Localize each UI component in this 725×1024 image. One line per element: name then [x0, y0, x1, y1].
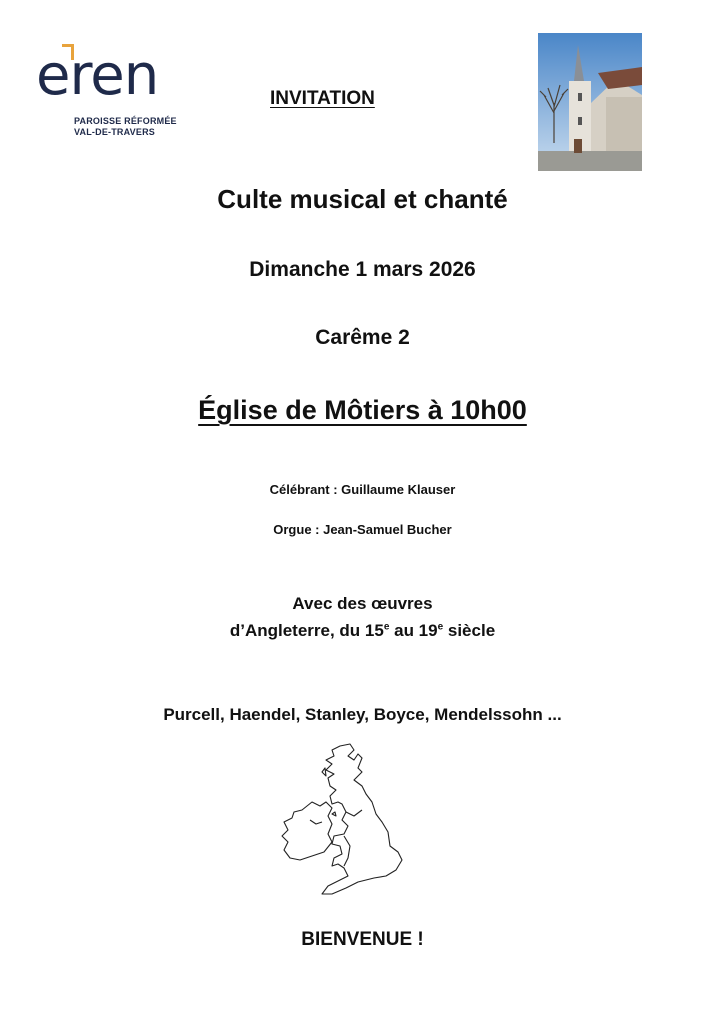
celebrant-line: Célébrant : Guillaume Klauser — [269, 482, 456, 497]
invitation-heading: INVITATION — [270, 88, 375, 109]
event-date: Dimanche 1 mars 2026 — [249, 258, 476, 281]
logo-subtitle-line1: PAROISSE RÉFORMÉE — [74, 116, 177, 126]
event-location-text: Église de Môtiers à 10h00 — [198, 395, 527, 425]
logo-subtitle — [74, 116, 177, 138]
program-line2-b: au 19 — [389, 621, 438, 640]
logo-wordmark: eren — [36, 43, 159, 108]
hebrides — [322, 768, 326, 776]
scotland-border — [346, 810, 362, 816]
church-photo — [538, 33, 642, 171]
wales-border — [344, 836, 350, 866]
ni-border — [310, 820, 322, 824]
program-line2-a: d’Angleterre, du 15 — [229, 621, 384, 640]
logo-subtitle-line2: VAL-DE-TRAVERS — [74, 127, 155, 137]
british-isles-map-icon — [262, 742, 417, 902]
program-line2 — [0, 621, 725, 641]
event-season: Carême 2 — [315, 326, 410, 349]
superscript-e-1: e — [383, 621, 390, 633]
event-title: Culte musical et chanté — [217, 184, 508, 214]
program-line2-c: siècle — [443, 621, 496, 640]
great-britain-outline — [322, 744, 402, 894]
organist-line: Orgue : Jean-Samuel Bucher — [273, 522, 452, 537]
composers-list: Purcell, Haendel, Stanley, Boyce, Mendelssohn ... — [163, 705, 562, 724]
eren-logo — [36, 44, 186, 144]
event-location — [0, 395, 725, 426]
isle-of-man — [332, 812, 336, 816]
superscript-e-2: e — [437, 621, 444, 633]
ireland-outline — [282, 802, 332, 860]
welcome-message: BIENVENUE ! — [301, 929, 424, 950]
program-line1: Avec des œuvres — [292, 594, 433, 613]
